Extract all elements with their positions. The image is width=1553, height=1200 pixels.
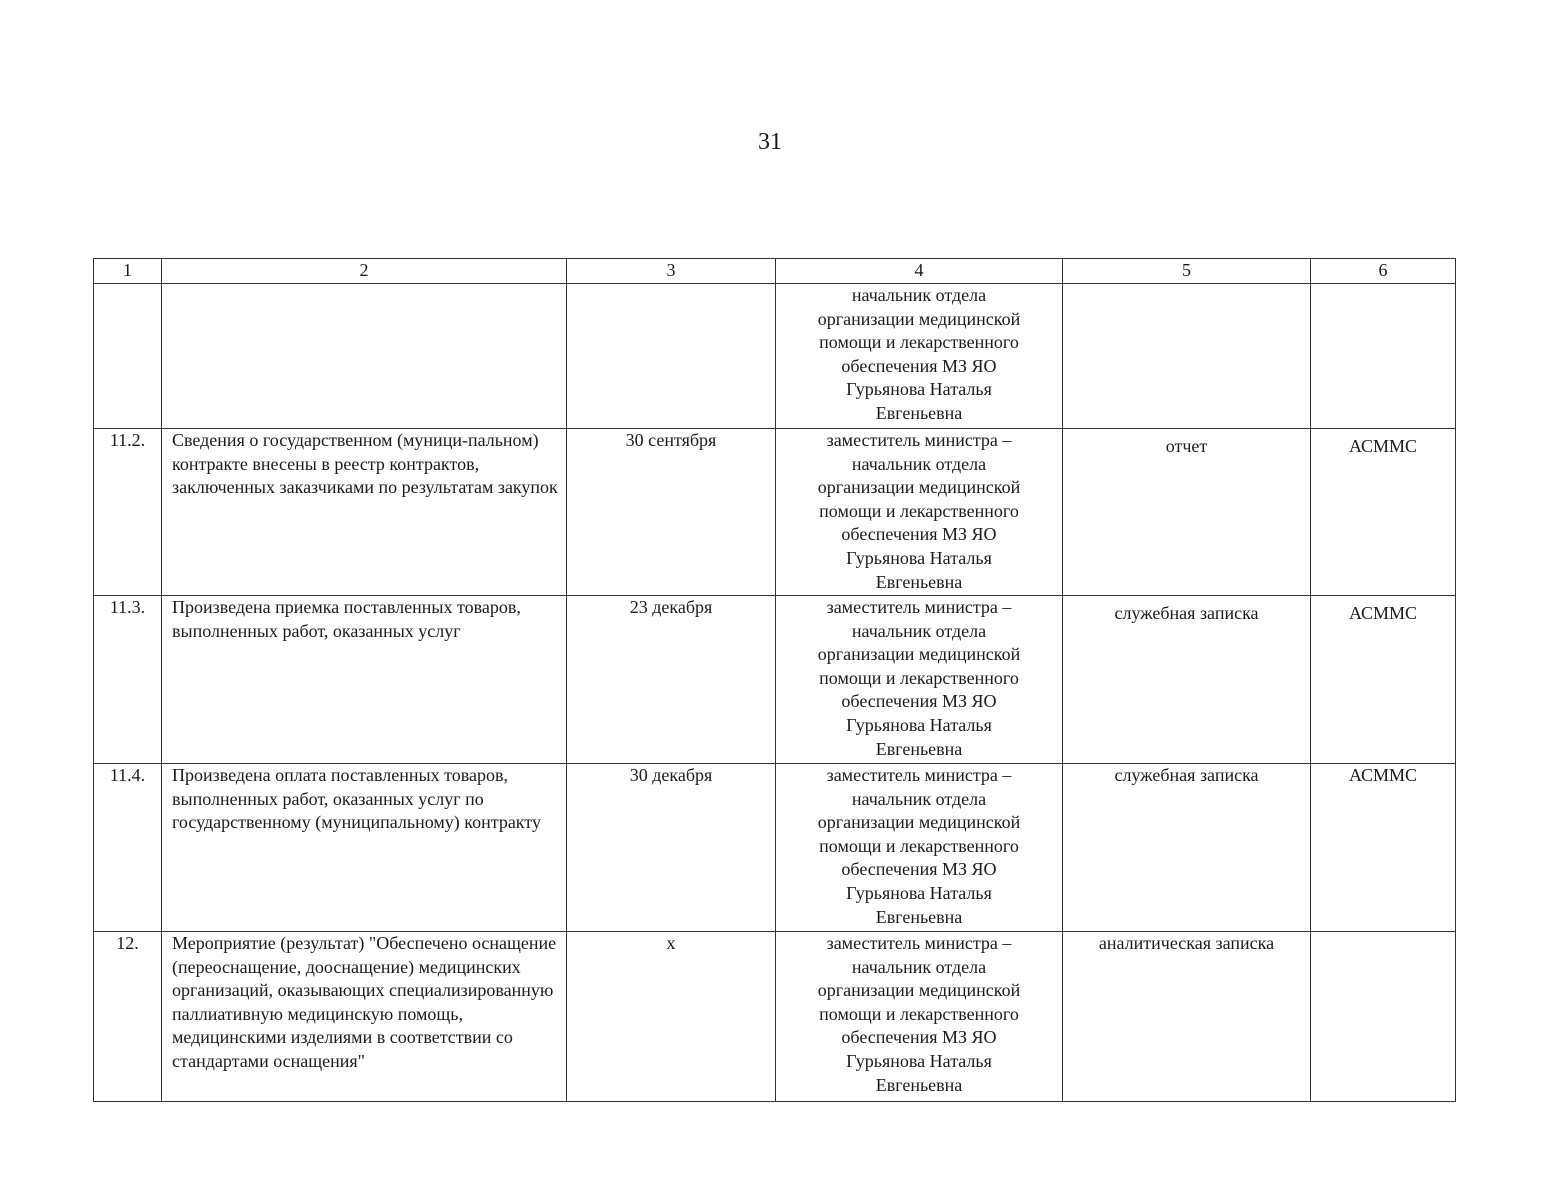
row-number: 11.2. xyxy=(94,429,162,596)
responsible-line: организации медицинской xyxy=(817,980,1021,1001)
responsible-line: заместитель министра – xyxy=(826,765,1012,785)
row-deadline: 23 декабря xyxy=(567,596,776,764)
row-system: АСММС xyxy=(1311,429,1456,596)
responsible-line: начальник отдела xyxy=(851,285,987,305)
row-responsible xyxy=(776,932,1063,1102)
responsible-line: Гурьянова Наталья xyxy=(846,882,992,903)
responsible-line: заместитель министра – xyxy=(826,597,1012,617)
responsible-line: заместитель министра – xyxy=(826,430,1012,450)
responsible-line: помощи и лекарственного xyxy=(819,500,1019,521)
table-row xyxy=(94,596,1456,764)
row-number: 12. xyxy=(94,932,162,1102)
responsible-line: начальник отдела xyxy=(851,453,987,474)
responsible-line: помощи и лекарственного xyxy=(819,667,1019,688)
column-header: 5 xyxy=(1063,259,1311,284)
responsible-line: Гурьянова Наталья xyxy=(846,714,992,735)
row-number: 11.4. xyxy=(94,764,162,932)
table-row xyxy=(94,764,1456,932)
responsible-line: Гурьянова Наталья xyxy=(846,547,992,568)
row-description: Произведена оплата поставленных товаров, выполненных работ, оказанных услуг по государственному (муниципальному) контракту xyxy=(162,764,567,932)
row-deadline: х xyxy=(567,932,776,1102)
row-responsible xyxy=(776,596,1063,764)
row-system xyxy=(1311,284,1456,429)
row-number: 11.3. xyxy=(94,596,162,764)
responsible-line: организации медицинской xyxy=(817,644,1021,665)
responsible-line: обеспечения МЗ ЯО xyxy=(841,691,997,712)
row-responsible xyxy=(776,764,1063,932)
row-document: отчет xyxy=(1063,429,1311,596)
row-deadline: 30 декабря xyxy=(567,764,776,932)
row-document: служебная записка xyxy=(1063,764,1311,932)
row-deadline xyxy=(567,284,776,429)
row-description: Сведения о государственном (муници-пальном) контракте внесены в реестр контрактов, заключенных заказчиками по результатам закупок xyxy=(162,429,567,596)
row-responsible xyxy=(776,284,1063,429)
responsible-line: обеспечения МЗ ЯО xyxy=(841,1027,997,1048)
row-document xyxy=(1063,284,1311,429)
row-deadline: 30 сентября xyxy=(567,429,776,596)
row-document: служебная записка xyxy=(1063,596,1311,764)
responsible-line: Евгеньевна xyxy=(875,402,963,423)
responsible-line: обеспечения МЗ ЯО xyxy=(841,859,997,880)
row-system: АСММС xyxy=(1311,764,1456,932)
table-row xyxy=(94,429,1456,596)
responsible-line: Гурьянова Наталья xyxy=(846,379,992,400)
table-row xyxy=(94,284,1456,429)
column-header: 1 xyxy=(94,259,162,284)
column-header: 6 xyxy=(1311,259,1456,284)
responsible-line: организации медицинской xyxy=(817,477,1021,498)
responsible-line: Евгеньевна xyxy=(875,738,963,759)
responsible-line: Евгеньевна xyxy=(875,571,963,592)
row-responsible xyxy=(776,429,1063,596)
row-number xyxy=(94,284,162,429)
table-row xyxy=(94,932,1456,1102)
responsible-line: помощи и лекарственного xyxy=(819,835,1019,856)
row-document: аналитическая записка xyxy=(1063,932,1311,1102)
responsible-line: начальник отдела xyxy=(851,620,987,641)
responsible-line: помощи и лекарственного xyxy=(819,1003,1019,1024)
row-description: Произведена приемка поставленных товаров, выполненных работ, оказанных услуг xyxy=(162,596,567,764)
responsible-line: Евгеньевна xyxy=(875,1074,963,1095)
responsible-line: начальник отдела xyxy=(851,956,987,977)
column-header: 4 xyxy=(776,259,1063,284)
responsible-line: заместитель министра – xyxy=(826,933,1012,953)
column-header: 2 xyxy=(162,259,567,284)
responsible-line: начальник отдела xyxy=(851,788,987,809)
column-header: 3 xyxy=(567,259,776,284)
responsible-line: Евгеньевна xyxy=(875,906,963,927)
responsible-line: обеспечения МЗ ЯО xyxy=(841,355,997,376)
page-number: 31 xyxy=(758,129,782,155)
row-system: АСММС xyxy=(1311,596,1456,764)
responsible-line: организации медицинской xyxy=(817,812,1021,833)
row-description xyxy=(162,284,567,429)
responsible-line: обеспечения МЗ ЯО xyxy=(841,524,997,545)
responsible-line: Гурьянова Наталья xyxy=(846,1050,992,1071)
row-system xyxy=(1311,932,1456,1102)
responsible-line: организации медицинской xyxy=(817,308,1021,329)
header-row xyxy=(94,259,1456,284)
row-description: Мероприятие (результат) "Обеспечено оснащение (переоснащение, дооснащение) медицинских организаций, оказывающих специализированную паллиативную медицинскую помощь, медицинскими изделиями в соответствии со стандартами оснащения" xyxy=(162,932,567,1102)
plan-table xyxy=(93,258,1456,1102)
responsible-line: помощи и лекарственного xyxy=(819,332,1019,353)
